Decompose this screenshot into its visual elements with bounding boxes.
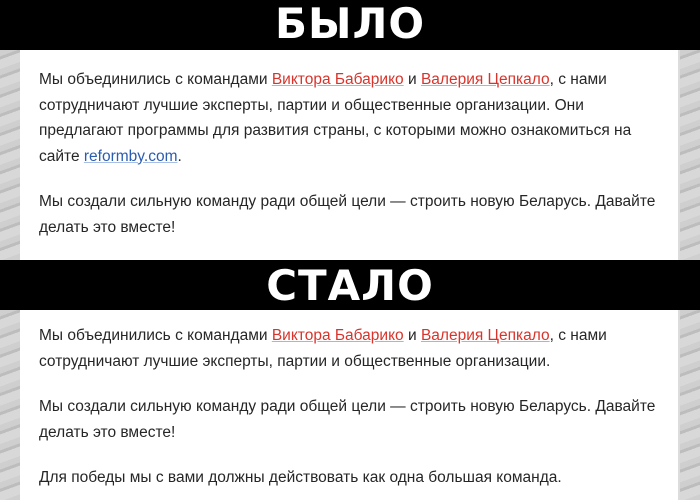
before-p1-text-4: . (177, 147, 182, 165)
tsepkalo-link[interactable]: Валерия Цепкало (420, 327, 550, 344)
babariko-link[interactable]: Виктора Бабарико (271, 71, 404, 88)
after-label: СТАЛО (266, 261, 434, 310)
before-panel (0, 50, 700, 260)
after-paragraph-2 (39, 394, 668, 445)
after-paragraph-1 (39, 323, 668, 374)
after-content (20, 310, 678, 500)
before-p2-text: Мы создали сильную команду ради общей цели — строить новую Беларусь. Давайте делать это вместе! (39, 193, 656, 236)
after-p1-text-2: и (403, 327, 421, 344)
babariko-link[interactable]: Виктора Бабарико (271, 327, 404, 344)
after-banner (0, 260, 700, 310)
right-watermark-strip (680, 310, 700, 500)
before-p1-text-3: , с нами сотрудничают лучшие эксперты, партии и общественные организации. Они предлагают программы для развития страны, с которыми можно ознакомиться на сайте (39, 71, 632, 165)
before-paragraph-2 (39, 189, 668, 240)
right-watermark-strip (680, 50, 700, 260)
after-p2-text: Мы создали сильную команду ради общей цели — строить новую Беларусь. Давайте делать это вместе! (39, 398, 656, 441)
before-content (20, 50, 678, 260)
after-p1-text-3: , с нами сотрудничают лучшие эксперты, партии и общественные организации. (39, 327, 607, 370)
before-paragraph-1 (39, 67, 668, 169)
tsepkalo-link[interactable]: Валерия Цепкало (420, 71, 550, 88)
reformby-link[interactable]: reformby.com (83, 147, 178, 165)
before-banner (0, 0, 700, 50)
before-label: БЫЛО (274, 0, 426, 48)
before-p1-text-2: и (403, 71, 421, 88)
after-panel (0, 310, 700, 500)
left-watermark-strip (0, 50, 20, 260)
before-p1-text-1: Мы объединились с командами (39, 71, 272, 88)
after-p1-text-1: Мы объединились с командами (39, 327, 272, 344)
left-watermark-strip (0, 310, 20, 500)
after-paragraph-3 (39, 465, 668, 491)
after-p3-text: Для победы мы с вами должны действовать как одна большая команда. (39, 469, 562, 486)
